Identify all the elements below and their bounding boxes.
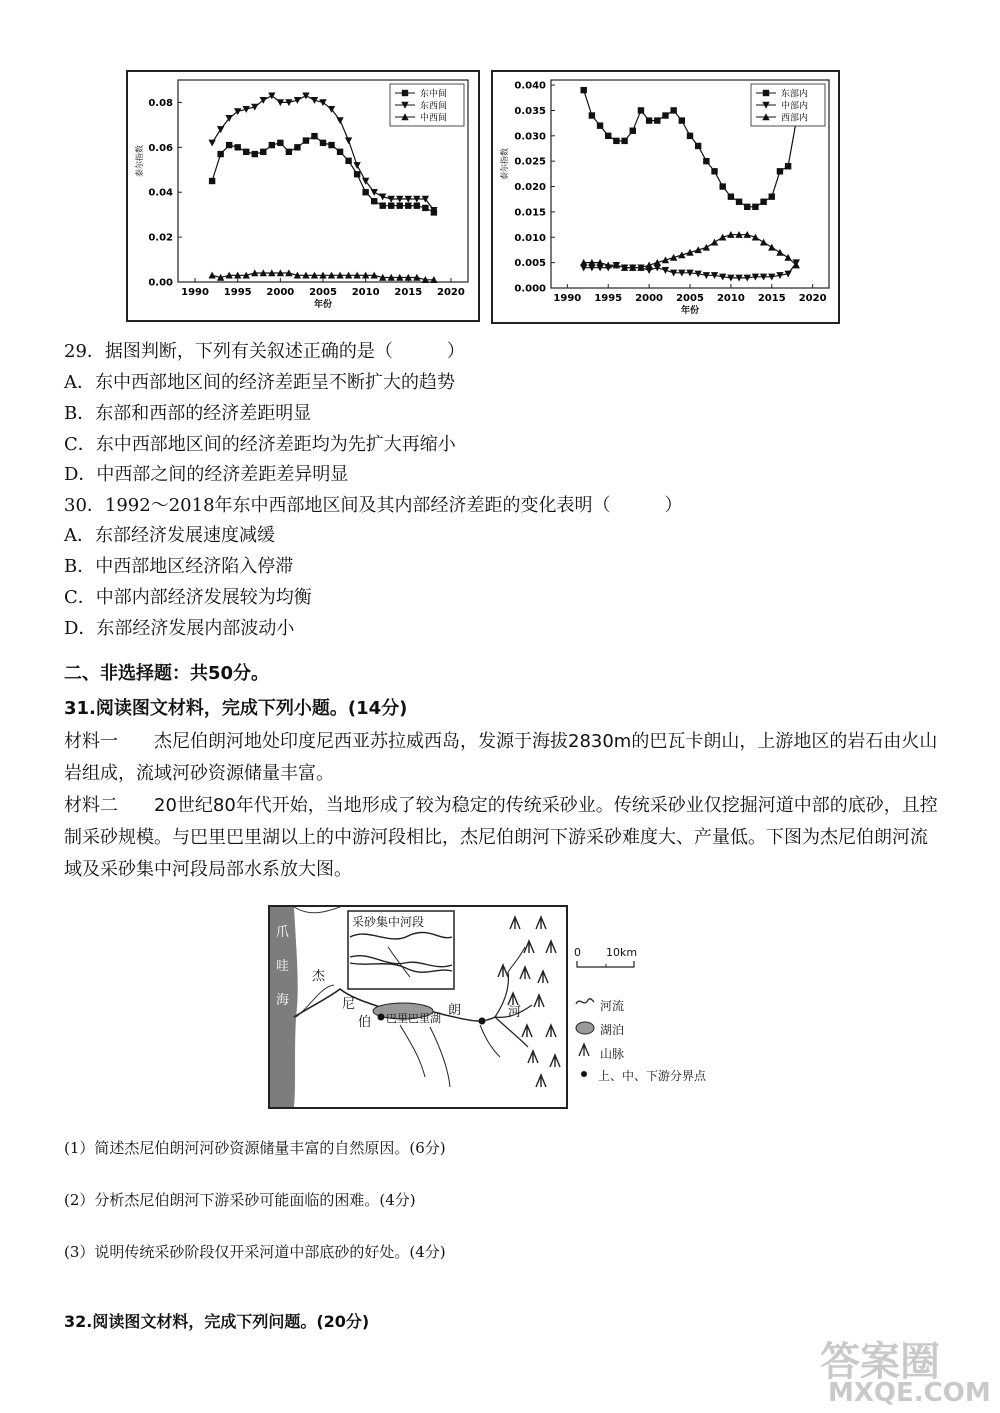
q31-sub2: (2）分析杰尼伯朗河下游采砂可能面临的困难。(4分) [64,1191,416,1209]
chart1-series-0-point-18 [362,189,368,195]
section-two-heading: 二、非选择题：共50分。 [64,663,270,684]
chart2-series-0-point-11 [670,107,676,113]
chart2-series-0-point-9 [654,117,660,123]
chart1-ytick-label-0: 0.00 [148,277,173,289]
chart2-legend-label-1: 中部内 [781,101,809,112]
chart1-xtick-label-0: 1990 [181,287,209,298]
chart1-series-0-point-20 [380,202,386,208]
scale-bar [576,960,636,968]
chart1-series-0-point-6 [260,149,266,155]
chart1-series-0-point-22 [397,202,403,208]
chart1-series-0-point-19 [371,198,377,204]
chart2-series-0-point-23 [769,193,775,199]
chart1-series-2-point-0 [208,272,215,279]
chart2-series-0-point-5 [621,138,627,144]
chart1-series-0-point-8 [277,140,283,146]
chart1-series-0-point-21 [388,202,394,208]
watermark-main: 答案圈 [820,1339,940,1385]
chart2-series-0-point-18 [728,193,734,199]
chart2-series-2-point-15 [703,244,710,251]
chart1-series-1-point-19 [370,189,377,196]
q30-option-d: D．东部经济发展内部波动小 [64,618,295,639]
chart2-series-0-point-4 [613,138,619,144]
chart2-series-0-point-16 [711,168,717,174]
chart1-legend-marker-0 [402,90,408,96]
chart2-series-0-point-19 [736,199,742,205]
chart1-series-0-point-15 [337,149,343,155]
chart1-series-0-point-23 [405,202,411,208]
chart2-ytick-label-1: 0.005 [514,258,546,270]
legend-boundary: 上、中、下游分界点 [598,1069,707,1083]
chart1-ytick-label-4: 0.08 [148,97,173,109]
chart-region-between [126,70,480,322]
chart1-series-1-point-17 [353,162,360,169]
chart2-series-0-point-10 [662,112,668,118]
legend-river: 河流 [600,999,625,1013]
chart1-ytick-label-3: 0.06 [148,142,173,154]
chart1-series-0-point-1 [217,151,223,157]
chart2-series-0-point-21 [752,204,758,210]
chart2-series-0-point-12 [679,117,685,123]
chart2-series-2-point-16 [711,239,718,246]
q29-option-d: D．中西部之间的经济差距差异明显 [64,464,349,485]
chart1-series-0-point-7 [269,142,275,148]
chart2-legend-marker-0 [763,90,769,96]
watermark-url: MXQE.COM [828,1378,991,1408]
map-svg [270,907,566,1107]
chart2-series-2-point-23 [768,244,775,251]
q31-title: 31.阅读图文材料，完成下列小题。(14分) [64,698,408,719]
chart2-ytick-label-0: 0.000 [514,283,546,295]
chart2-series-0-point-3 [605,133,611,139]
chart1-xlabel: 年份 [313,300,333,310]
chart2-legend-label-2: 西部内 [781,113,809,124]
sea-label-3: 海 [276,993,290,1008]
chart1-series-0-point-24 [414,202,420,208]
sea-label-1: 爪 [276,925,290,940]
chart2-series-0-point-13 [687,133,693,139]
chart1-legend-label-1: 东西间 [420,101,448,112]
q32-title: 32.阅读图文材料，完成下列问题。(20分) [64,1312,370,1331]
chart2-series-0-point-25 [785,163,791,169]
chart1-series-0-point-11 [303,137,309,143]
chart1-xtick-label-5: 2015 [394,287,423,298]
q29-stem: 29．据图判断，下列有关叙述正确的是（ ） [64,341,465,362]
chart1-series-0-point-12 [311,133,317,139]
chart1-series-1-point-1 [217,126,224,133]
chart1-xtick-label-1: 1995 [223,287,252,298]
boundary-point-1 [378,1014,385,1021]
chart2-xlabel: 年份 [680,306,700,316]
river-basin-map [268,905,568,1109]
chart2-xtick-label-3: 2005 [676,293,704,304]
chart2-legend-label-0: 东部内 [781,89,809,100]
chart1-series-1-point-16 [345,137,352,144]
chart2-series-0-point-8 [646,117,652,123]
chart1-series-1-point-15 [336,117,343,124]
chart2-svg [493,72,838,322]
q30-option-b: B．中西部地区经济陷入停滞 [64,556,294,577]
chart1-xtick-label-2: 2000 [266,287,295,298]
q31-sub3: (3）说明传统采砂阶段仅开采河道中部底砂的好处。(4分) [64,1243,446,1261]
chart2-ytick-label-6: 0.030 [514,131,546,143]
legend-lake: 湖泊 [600,1023,625,1037]
chart2-ytick-label-5: 0.025 [514,156,546,168]
chart2-series-2-point-22 [760,239,767,246]
q31-material-two: 材料二 20世纪80年代开始，当地形成了较为稳定的传统采砂业。传统采砂业仅挖掘河道中部的底砂，且控制采砂规模。与巴里巴里湖以上的中游河段相比，杰尼伯朗河下游采砂难度大、产量低。下图为杰尼伯朗河流域及采砂集中河段局部水系放大图。 [64,795,938,880]
chart1-xtick-label-6: 2020 [437,287,465,298]
chart2-series-0-point-7 [638,107,644,113]
chart1-series-0-point-16 [345,158,351,164]
chart1-series-0-point-4 [243,149,249,155]
chart2-series-0-point-2 [597,122,603,128]
q29-option-a: A．东中西部地区间的经济差距呈不断扩大的趋势 [64,372,455,393]
river-char-4: 朗 [448,1003,462,1018]
scale-length: 10km [606,946,638,959]
chart1-series-0-point-5 [252,151,258,157]
river-char-3: 伯 [358,1015,372,1030]
chart1-series-0-point-25 [422,205,428,211]
chart1-series-0-point-14 [328,142,334,148]
q30-option-a: A．东部经济发展速度减缓 [64,525,275,546]
legend-mountain: 山脉 [600,1047,625,1061]
scale-zero: 0 [574,946,581,959]
chart2-series-0-point-17 [720,183,726,189]
river-char-5: 河 [508,1005,522,1020]
chart1-series-0-point-2 [226,142,232,148]
chart2-ytick-label-8: 0.040 [514,80,546,92]
boundary-point-2 [479,1018,486,1025]
chart2-series-0-point-1 [589,112,595,118]
chart1-series-0-point-13 [320,140,326,146]
chart2-series-0-point-0 [581,87,587,93]
chart2-series-0-point-22 [760,199,766,205]
chart2-series-2-point-25 [784,254,791,261]
chart2-series-0-point-15 [703,158,709,164]
chart1-series-0-point-3 [235,144,241,150]
chart-region-within [491,70,840,324]
chart2-ytick-label-3: 0.015 [514,207,546,219]
chart2-xtick-label-2: 2000 [635,293,664,304]
chart1-series-0-point-10 [294,144,300,150]
lake-label: 巴里巴里湖 [386,1012,441,1025]
chart2-series-0-point-14 [695,143,701,149]
q29-option-b: B．东部和西部的经济差距明显 [64,403,312,424]
sea-label-2: 哇 [276,959,290,974]
chart2-ytick-label-4: 0.020 [514,182,546,194]
chart1-series-0-point-0 [209,178,215,184]
chart1-series-1-point-0 [208,140,215,147]
chart2-ylabel: 泰尔指数 [500,148,509,180]
chart1-series-0-point-9 [286,149,292,155]
chart2-ytick-label-2: 0.010 [514,232,546,244]
chart2-xtick-label-0: 1990 [553,293,582,304]
river-char-1: 杰 [312,969,326,984]
chart1-xtick-label-3: 2005 [309,287,337,298]
chart1-svg [128,72,478,320]
chart1-legend-label-2: 中西间 [420,113,448,124]
chart2-ytick-label-7: 0.035 [514,105,546,117]
chart2-xtick-label-4: 2010 [716,293,745,304]
q30-stem: 30．1992～2018年东中西部地区间及其内部经济差距的变化表明（ ） [64,495,683,516]
inset-title: 采砂集中河段 [352,915,425,929]
chart1-series-0-point-17 [354,171,360,177]
chart1-ytick-label-1: 0.02 [148,232,173,244]
q30-option-c: C．中部内部经济发展较为均衡 [64,587,312,608]
chart1-ytick-label-2: 0.04 [148,187,173,199]
q31-sub1: (1）简述杰尼伯朗河河砂资源储量丰富的自然原因。(6分) [64,1139,446,1157]
legend-symbols [574,994,598,1084]
river-char-2: 尼 [342,997,356,1012]
chart2-series-0-point-6 [630,128,636,134]
chart2-series-0-point-20 [744,204,750,210]
q29-option-c: C．东中西部地区间的经济差距均为先扩大再缩小 [64,434,456,455]
q31-material-one: 材料一 杰尼伯朗河地处印度尼西亚苏拉威西岛，发源于海拔2830m的巴瓦卡朗山，上游地区的岩石由火山岩组成，流域河砂资源储量丰富。 [64,731,938,784]
chart1-xtick-label-4: 2010 [351,287,380,298]
chart2-xtick-label-5: 2015 [757,293,786,304]
chart2-series-0-point-24 [777,168,783,174]
chart1-ylabel: 泰尔指数 [135,145,144,177]
chart1-legend-label-0: 东中间 [420,89,448,100]
chart2-xtick-label-6: 2020 [798,293,827,304]
chart1-series-1-point-11 [302,93,309,100]
chart2-xtick-label-1: 1995 [594,293,623,304]
chart2-series-2-point-24 [776,249,783,256]
